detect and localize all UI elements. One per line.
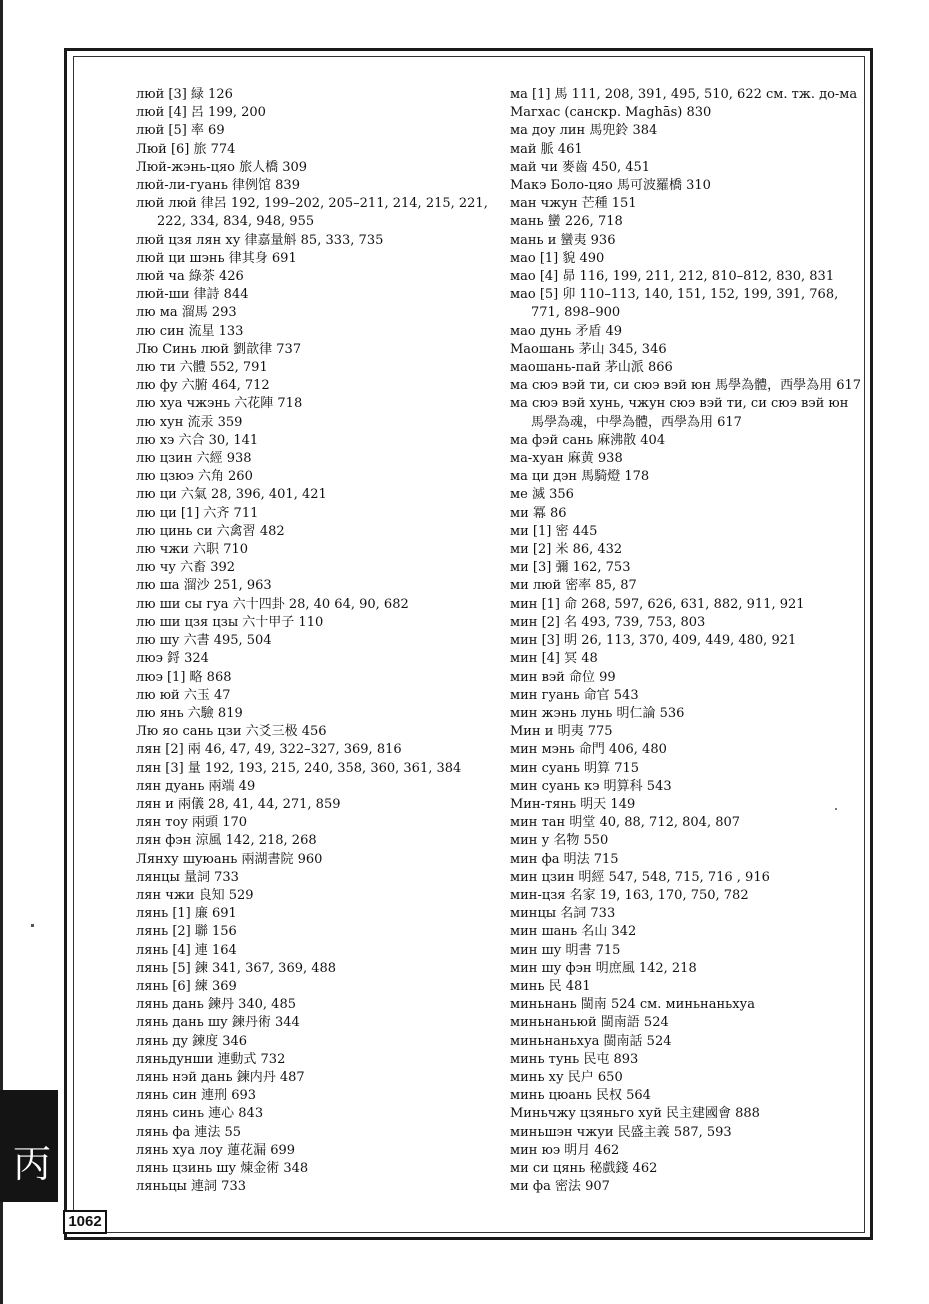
index-entry: минцы 名詞 733: [510, 906, 616, 922]
index-entry: Мин и 明夷 775: [510, 724, 613, 740]
index-entry: ма сюэ вэй ти, си сюэ вэй юн 馬學為體，西學為用 617: [510, 378, 862, 394]
index-entry: лян [3] 量 192, 193, 215, 240, 358, 360, 361, 384: [136, 760, 462, 776]
index-entry: ма ци дэн 馬騎燈 178: [510, 469, 650, 485]
index-entry: лю хуа чжэнь 六花陣 718: [136, 396, 303, 412]
index-entry: люэ 鋝 324: [136, 651, 209, 667]
index-entry: лянь фа 連法 55: [136, 1124, 242, 1140]
index-entry: лян фэн 涼風 142, 218, 268: [136, 833, 317, 849]
index-entry: маошань-пай 茅山派 866: [510, 360, 673, 376]
index-column-left: [136, 86, 491, 1196]
index-entry: ма-хуан 麻黄 938: [510, 451, 623, 467]
index-entry: люй ча 綠茶 426: [136, 269, 244, 285]
index-entry: лянцы 量詞 733: [136, 869, 239, 885]
index-entry: люй-ли-гуань 律例馆 839: [136, 178, 300, 194]
index-entry: лю цзин 六經 938: [136, 451, 252, 467]
index-entry: лянь синь 連心 843: [136, 1106, 264, 1122]
index-entry: мин фа 明法 715: [510, 851, 619, 867]
index-entry: мин шу фэн 明庶風 142, 218: [510, 960, 697, 976]
index-entry: люй цзя лян ху 律嘉量斛 85, 333, 735: [136, 232, 384, 248]
index-entry: мин [3] 明 26, 113, 370, 409, 449, 480, 921: [510, 633, 797, 649]
index-entry: ма доу лин 馬兜鈴 384: [510, 123, 658, 139]
index-entry: лянь дань шу 鍊丹術 344: [136, 1015, 300, 1031]
index-entry: мин тан 明堂 40, 88, 712, 804, 807: [510, 815, 741, 831]
index-entry: миньшэн чжуи 民盛主義 587, 593: [510, 1124, 732, 1140]
index-entry: Лю яо сань цзи 六爻三极 456: [136, 724, 327, 740]
index-entry: мин у 名物 550: [510, 833, 609, 849]
index-entry: мин суань 明算 715: [510, 760, 640, 776]
index-entry: лю ти 六體 552, 791: [136, 360, 268, 376]
index-entry: Мин-тянь 明天 149: [510, 796, 636, 812]
index-entry: лянь [4] 連 164: [136, 942, 237, 958]
index-entry: лю ци 六氣 28, 396, 401, 421: [136, 487, 327, 503]
index-entry: лю хун 流汞 359: [136, 414, 243, 430]
index-entry: мин юэ 明月 462: [510, 1142, 620, 1158]
index-entry: лю шу 六書 495, 504: [136, 633, 272, 649]
thumb-index-glyph: 丙: [12, 1142, 51, 1186]
index-entry: ми [1] 密 445: [510, 523, 598, 539]
index-entry: лянь [6] 練 369: [136, 978, 237, 994]
index-entry: ман чжун 芒種 151: [510, 196, 637, 212]
index-entry: мин мэнь 命門 406, 480: [510, 742, 667, 758]
index-entry: люй ци шэнь 律其身 691: [136, 250, 297, 266]
index-entry: ма сюэ вэй хунь, чжун сюэ вэй ти, си сюэ вэй юн 馬學為魂，中學為體，西學為用 617: [510, 396, 849, 430]
index-entry: лянь [5] 鍊 341, 367, 369, 488: [136, 960, 337, 976]
index-entry: ми [3] 彌 162, 753: [510, 560, 631, 576]
index-entry: мин [4] 冥 48: [510, 651, 598, 667]
index-entry: ма фэй сань 麻沸散 404: [510, 432, 666, 448]
index-entry: лю хэ 六合 30, 141: [136, 432, 259, 448]
index-entry: лю цинь си 六禽習 482: [136, 523, 285, 539]
index-entry: лянь дань 鍊丹 340, 485: [136, 997, 296, 1013]
index-entry: мин-цзя 名家 19, 163, 170, 750, 782: [510, 887, 749, 903]
index-entry: ляньцы 連詞 733: [136, 1179, 246, 1195]
index-entry: ми люй 密率 85, 87: [510, 578, 637, 594]
index-entry: мао [4] 昴 116, 199, 211, 212, 810–812, 830, 831: [510, 269, 835, 285]
index-entry: лю ци [1] 六齐 711: [136, 505, 259, 521]
index-entry: люй-ши 律詩 844: [136, 287, 249, 303]
index-entry: люй люй 律呂 192, 199–202, 205–211, 214, 215, 221, 222, 334, 834, 948, 955: [136, 196, 488, 230]
index-entry: лю ши сы гуа 六十四卦 28, 40 64, 90, 682: [136, 596, 409, 612]
index-entry: лю ша 溜沙 251, 963: [136, 578, 272, 594]
index-entry: лю ши цзя цзы 六十甲子 110: [136, 614, 324, 630]
index-entry: минь ху 民户 650: [510, 1069, 623, 1085]
index-entry: ми си цянь 秘戲錢 462: [510, 1160, 658, 1176]
index-entry: ляньдунши 連動式 732: [136, 1051, 286, 1067]
index-entry: мин шу 明書 715: [510, 942, 621, 958]
index-entry: Лянху шуюань 兩湖書院 960: [136, 851, 323, 867]
index-entry: лянь син 連刑 693: [136, 1088, 257, 1104]
index-entry: мин [1] 命 268, 597, 626, 631, 882, 911, 921: [510, 596, 805, 612]
index-entry: мин шань 名山 342: [510, 924, 637, 940]
index-entry: мао [5] 卯 110–113, 140, 151, 152, 199, 391, 768, 771, 898–900: [510, 287, 839, 321]
index-entry: Лю Синь люй 劉歆律 737: [136, 341, 302, 357]
index-entry: лян и 兩儀 28, 41, 44, 271, 859: [136, 796, 341, 812]
index-entry: Миньчжу цзяньго хуй 民主建國會 888: [510, 1106, 760, 1122]
index-entry: люэ [1] 略 868: [136, 669, 232, 685]
index-entry: мао дунь 矛盾 49: [510, 323, 623, 339]
index-entry: люй [4] 呂 199, 200: [136, 105, 266, 121]
index-column-right: [510, 86, 865, 1196]
index-entry: мин цзин 明經 547, 548, 715, 716 , 916: [510, 869, 770, 885]
index-entry: миньнань 閩南 524 см. миньнаньхуа: [510, 997, 755, 1013]
index-entry: минь цюань 民权 564: [510, 1088, 651, 1104]
index-entry: лян дуань 兩端 49: [136, 778, 256, 794]
index-entry: лю син 流星 133: [136, 323, 244, 339]
print-speck: [31, 924, 34, 927]
index-entry: мин суань кэ 明算科 543: [510, 778, 672, 794]
index-entry: минь тунь 民屯 893: [510, 1051, 639, 1067]
index-entry: мань и 蠻夷 936: [510, 232, 616, 248]
index-entry: лю ма 溜馬 293: [136, 305, 237, 321]
index-entry: Магхас (санскр. Maghās) 830: [510, 105, 712, 121]
index-entry: лянь нэй дань 鍊内丹 487: [136, 1069, 305, 1085]
index-entry: мао [1] 貌 490: [510, 250, 605, 266]
index-entry: минь 民 481: [510, 978, 591, 994]
index-entry: люй [5] 率 69: [136, 123, 225, 139]
index-entry: лянь ду 鍊度 346: [136, 1033, 248, 1049]
index-entry: лю фу 六腑 464, 712: [136, 378, 270, 394]
index-entry: мин гуань 命官 543: [510, 687, 639, 703]
index-entry: ми [2] 米 86, 432: [510, 542, 623, 558]
index-entry: май чи 麥齒 450, 451: [510, 159, 651, 175]
index-entry: лю юй 六玉 47: [136, 687, 231, 703]
index-entry: лю янь 六驗 819: [136, 705, 243, 721]
index-entry: лю чу 六畜 392: [136, 560, 236, 576]
index-entry: ми 冪 86: [510, 505, 567, 521]
index-entry: мин вэй 命位 99: [510, 669, 616, 685]
index-entry: ми фа 密法 907: [510, 1179, 610, 1195]
index-entry: ме 滅 356: [510, 487, 574, 503]
index-entry: май 脈 461: [510, 141, 583, 157]
index-entry: лян тоу 兩頭 170: [136, 815, 248, 831]
index-entry: Люй-жэнь-цяо 旅人橋 309: [136, 159, 308, 175]
index-entry: миньнаньхуа 閩南話 524: [510, 1033, 672, 1049]
index-entry: лянь [1] 廉 691: [136, 906, 237, 922]
index-entry: миньнаньюй 閩南語 524: [510, 1015, 669, 1031]
index-entry: лян [2] 兩 46, 47, 49, 322–327, 369, 816: [136, 742, 402, 758]
index-entry: лю цзюэ 六角 260: [136, 469, 253, 485]
page-number: 1062: [63, 1210, 107, 1234]
index-entry: мань 蠻 226, 718: [510, 214, 623, 230]
index-entry: Маошань 茅山 345, 346: [510, 341, 667, 357]
index-entry: лянь цзинь шу 煉金術 348: [136, 1160, 309, 1176]
index-entry: лянь хуа лоу 蓮花漏 699: [136, 1142, 296, 1158]
index-entry: ма [1] 馬 111, 208, 391, 495, 510, 622 см. тж. до-ма: [510, 87, 858, 102]
index-entry: люй [3] 緑 126: [136, 87, 233, 102]
index-entry: Макэ Боло-цяо 馬可波羅橋 310: [510, 178, 711, 194]
index-entry: лян чжи 良知 529: [136, 887, 254, 903]
index-entry: лю чжи 六职 710: [136, 542, 249, 558]
index-entry: мин жэнь лунь 明仁論 536: [510, 705, 685, 721]
index-entry: лянь [2] 聯 156: [136, 924, 237, 940]
index-entry: Люй [6] 旅 774: [136, 141, 236, 157]
index-entry: мин [2] 名 493, 739, 753, 803: [510, 614, 706, 630]
